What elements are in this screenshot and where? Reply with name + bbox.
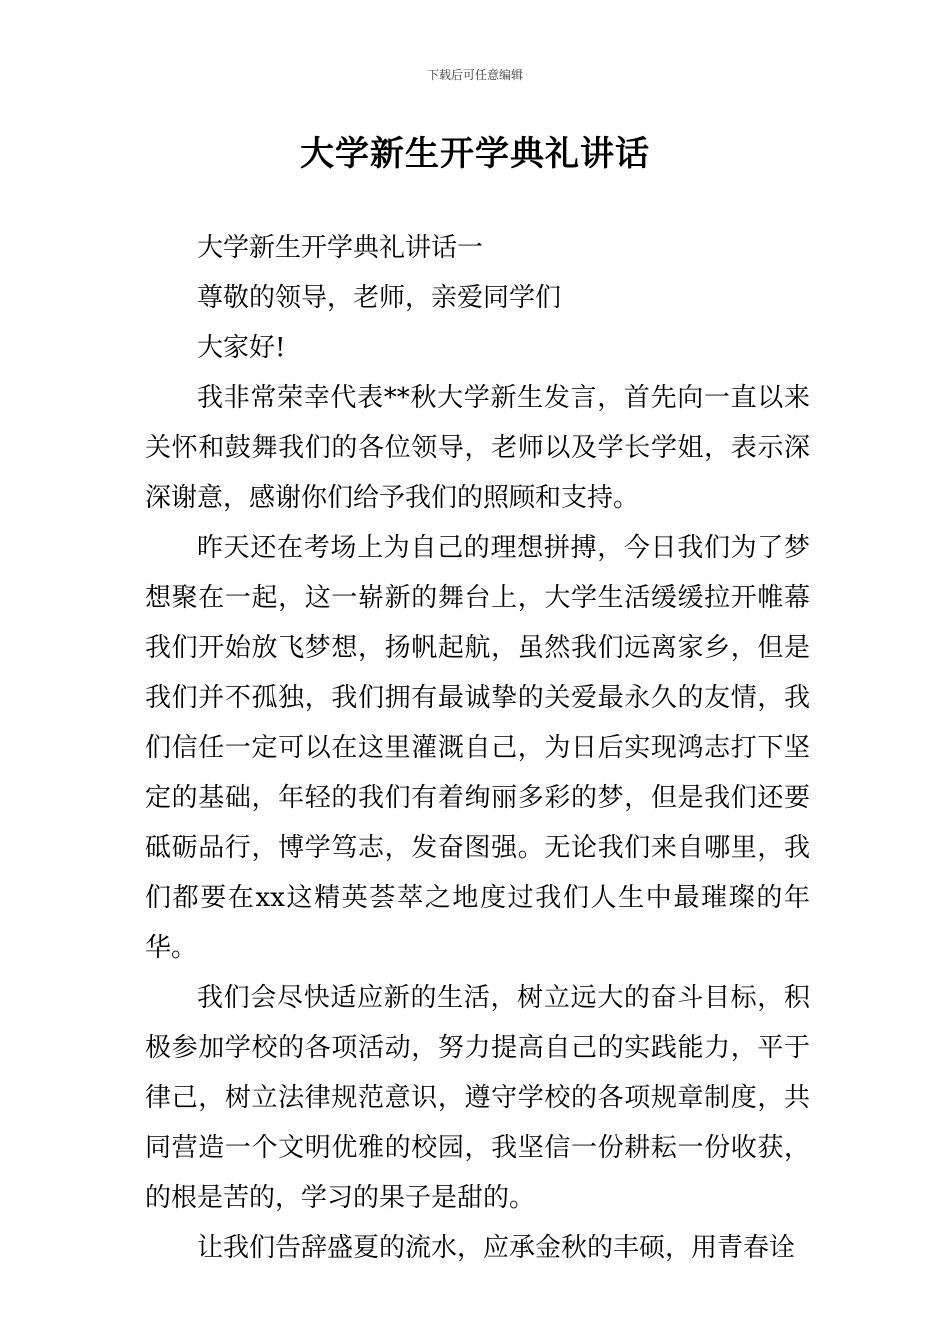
greeting-paragraph: 大家好! — [197, 333, 286, 363]
body-paragraph: 我们会尽快适应新的生活，树立远大的奋斗目标，积极参加学校的各项活动，努力提高自己的实践能力，平于律己，树立法律规范意识，遵守学校的各项规章制度，共同营造一个文明优雅的校园，我坚信一份耕耘一份收获，的根是苦的，学习的果子是甜的。 — [145, 983, 810, 1213]
salutation-paragraph: 尊敬的领导，老师，亲爱同学们 — [197, 283, 562, 313]
document-body — [145, 223, 810, 1273]
document-title: 大学新生开学典礼讲话 — [300, 134, 650, 174]
subtitle-paragraph: 大学新生开学典礼讲话一 — [197, 233, 484, 263]
body-paragraph: 让我们告辞盛夏的流水，应承金秋的丰硕，用青春诠 — [197, 1233, 796, 1263]
body-paragraph: 昨天还在考场上为自己的理想拼搏，今日我们为了梦想聚在一起，这一崭新的舞台上，大学生活缓缓拉开帷幕我们开始放飞梦想，扬帆起航，虽然我们远离家乡，但是我们并不孤独，我们拥有最诚挚的关爱最永久的友情，我们信任一定可以在这里灌溉自己，为日后实现鸿志打下坚定的基础，年轻的我们有着绚丽多彩的梦，但是我们还要砥砺品行，博学笃志，发奋图强。无论我们来自哪里，我们都要在xx这精英荟萃之地度过我们人生中最璀璨的年华。 — [145, 533, 810, 963]
header-note: 下载后可任意编辑 — [426, 68, 523, 82]
body-paragraph: 我非常荣幸代表**秋大学新生发言，首先向一直以来关怀和鼓舞我们的各位领导，老师以及学长学姐，表示深深谢意，感谢你们给予我们的照顾和支持。 — [145, 383, 810, 513]
